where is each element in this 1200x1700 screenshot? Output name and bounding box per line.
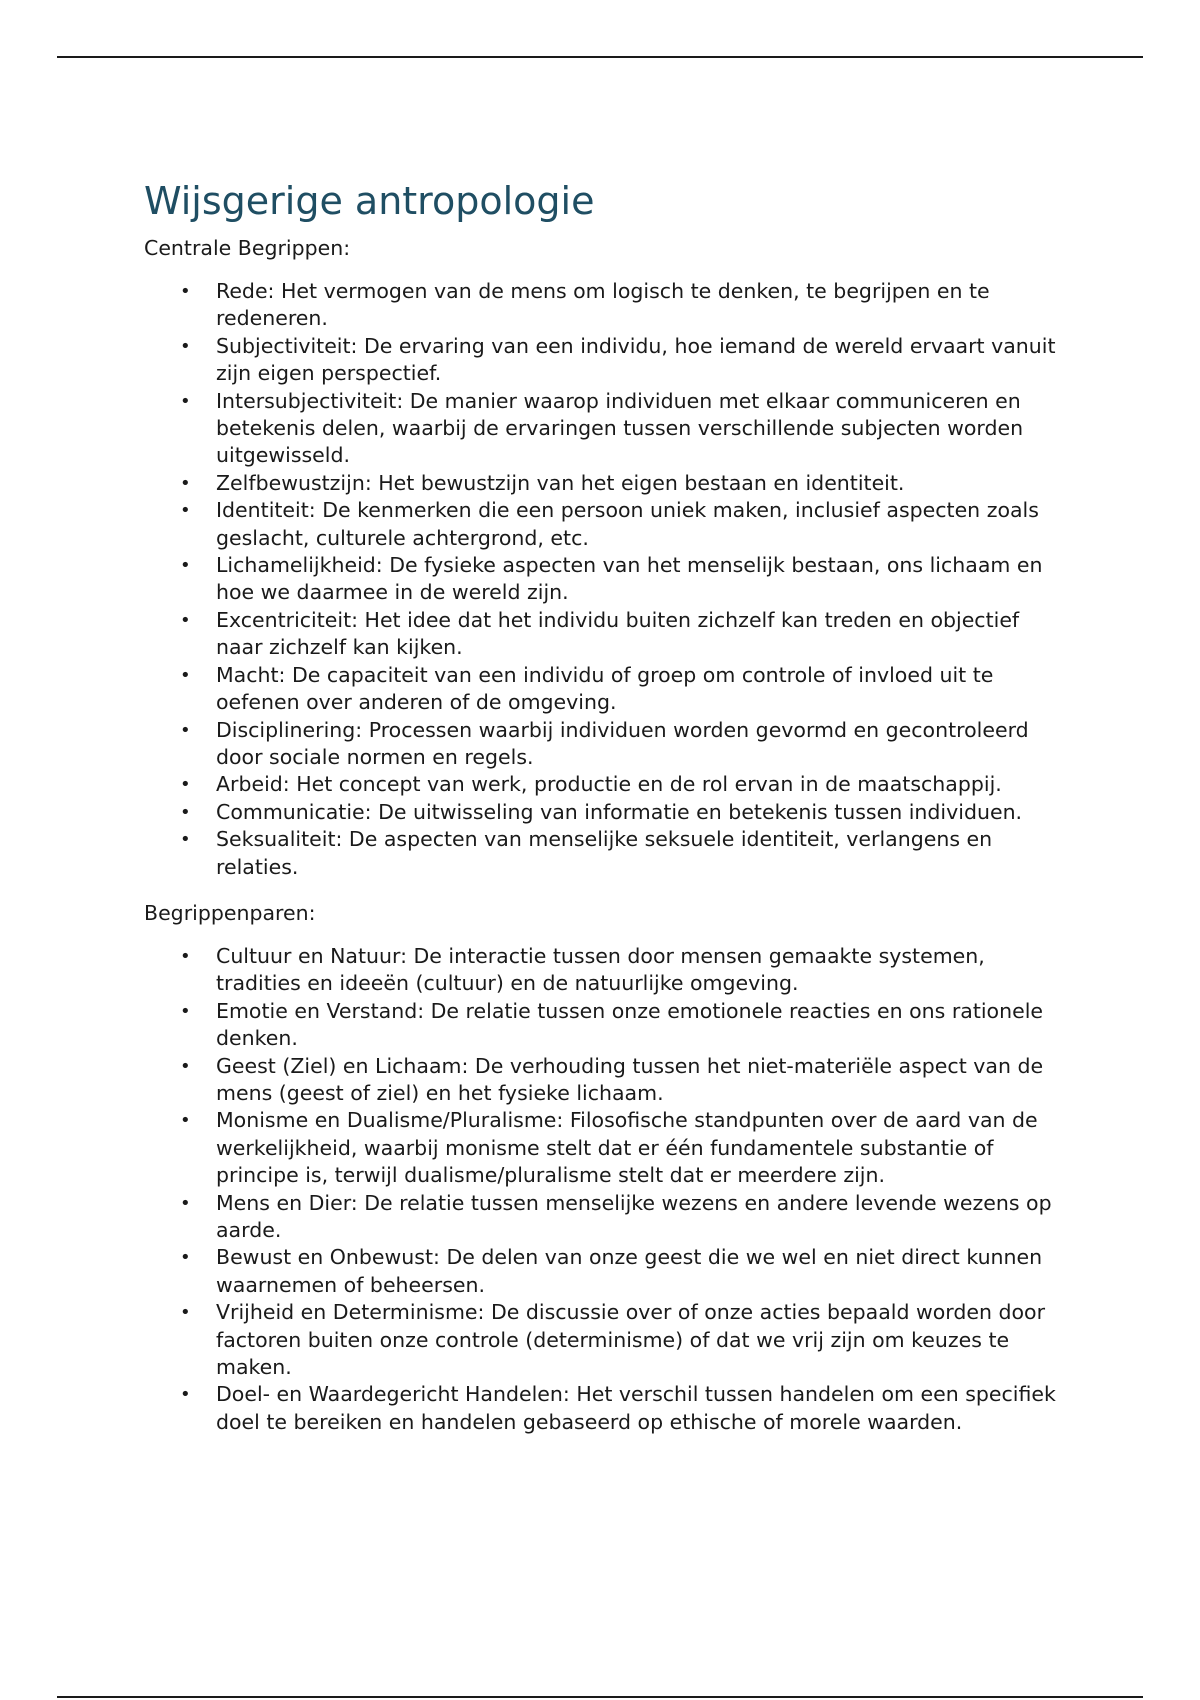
bullet-icon: •	[180, 1384, 191, 1406]
list-item: • Disciplinering: Processen waarbij individuen worden gevormd en gecontroleerd door sociale normen en regels.	[180, 717, 1029, 769]
list-item: • Zelfbewustzijn: Het bewustzijn van het eigen bestaan en identiteit.	[216, 470, 1064, 497]
list-item: • Vrijheid en Determinisme: De discussie over of onze acties bepaald worden door factoren buiten onze controle (determinisme) of dat we vrij zijn om keuzes te maken.	[180, 1300, 1046, 1380]
header-rule	[57, 56, 1143, 58]
list-item: • Macht: De capaciteit van een individu of groep om controle of invloed uit te oefenen over anderen of de omgeving.	[180, 662, 994, 715]
list-item: • Subjectiviteit: De ervaring van een individu, hoe iemand de wereld ervaart vanuit zijn eigen perspectief.	[180, 333, 1056, 386]
section-label-begrippenparen: Begrippenparen:	[144, 900, 316, 925]
bullet-icon: •	[180, 281, 191, 302]
page-title: Wijsgerige antropologie	[144, 179, 595, 223]
list-item: • Seksualiteit: De aspecten van menselijke seksuele identiteit, verlangens en relaties.	[180, 827, 993, 879]
bullet-icon: •	[180, 719, 191, 741]
list-item: • Rede: Het vermogen van de mens om logisch te denken, te begrijpen en te redeneren.	[180, 279, 990, 331]
bullet-icon: •	[180, 664, 191, 686]
list-item: • Identiteit: De kenmerken die een persoon uniek maken, inclusief aspecten zoals geslacht, culturele achtergrond, etc.	[180, 498, 1039, 550]
list-begrippenparen	[144, 943, 1064, 1436]
list-item: • Emotie en Verstand: De relatie tussen onze emotionele reacties en ons rationele denken.	[180, 998, 1044, 1051]
bullet-icon: •	[180, 829, 191, 851]
list-item: • Monisme en Dualisme/Pluralisme: Filosofische standpunten over de aard van de werkelijkheid, waarbij monisme stelt dat er één fundamentele substantie of principe is, terwijl dualisme/pluralisme stelt dat er meerdere zijn.	[180, 1108, 1038, 1188]
list-item: • Geest (Ziel) en Lichaam: De verhouding tussen het niet-materiële aspect van de mens (geest of ziel) en het fysieke lichaam.	[180, 1053, 1044, 1105]
list-item: • Arbeid: Het concept van werk, productie en de rol ervan in de maatschappij.	[216, 771, 1064, 798]
document-body	[144, 178, 1064, 1454]
list-item: • Lichamelijkheid: De fysieke aspecten van het menselijk bestaan, ons lichaam en hoe we daarmee in de wereld zijn.	[180, 553, 1043, 605]
bullet-icon: •	[180, 472, 191, 494]
bullet-icon: •	[180, 390, 191, 412]
bullet-icon: •	[180, 500, 191, 522]
bullet-icon: •	[180, 335, 191, 357]
list-item: • Communicatie: De uitwisseling van informatie en betekenis tussen individuen.	[216, 799, 1064, 826]
list-item: • Cultuur en Natuur: De interactie tussen door mensen gemaakte systemen, tradities en ideeën (cultuur) en de natuurlijke omgeving.	[180, 943, 985, 996]
bullet-icon: •	[180, 801, 191, 823]
list-centrale-begrippen	[144, 278, 1064, 881]
list-item: • Mens en Dier: De relatie tussen menselijke wezens en andere levende wezens op aarde.	[180, 1190, 1052, 1242]
bullet-icon: •	[180, 774, 191, 796]
bullet-icon: •	[180, 1055, 191, 1077]
list-item: • Doel- en Waardegericht Handelen: Het verschil tussen handelen om een specifiek doel te bereiken en handelen gebaseerd op ethische of morele waarden.	[180, 1382, 1056, 1434]
list-item: • Intersubjectiviteit: De manier waarop individuen met elkaar communiceren en betekenis delen, waarbij de ervaringen tussen verschillende subjecten worden uitgewisseld.	[180, 388, 1024, 468]
bullet-icon: •	[180, 1110, 191, 1132]
section-label-centrale-begrippen: Centrale Begrippen:	[144, 236, 351, 260]
list-item: • Bewust en Onbewust: De delen van onze geest die we wel en niet direct kunnen waarnemen of beheersen.	[180, 1245, 1043, 1297]
bullet-icon: •	[180, 1000, 191, 1022]
bullet-icon: •	[180, 609, 191, 631]
bullet-icon: •	[180, 1247, 191, 1269]
bullet-icon: •	[180, 555, 191, 577]
bullet-icon: •	[180, 1192, 191, 1214]
footer-rule	[57, 1696, 1143, 1698]
list-item: • Excentriciteit: Het idee dat het individu buiten zichzelf kan treden en objectief naar zichzelf kan kijken.	[180, 607, 1020, 660]
bullet-icon: •	[180, 1302, 191, 1324]
bullet-icon: •	[180, 945, 191, 967]
